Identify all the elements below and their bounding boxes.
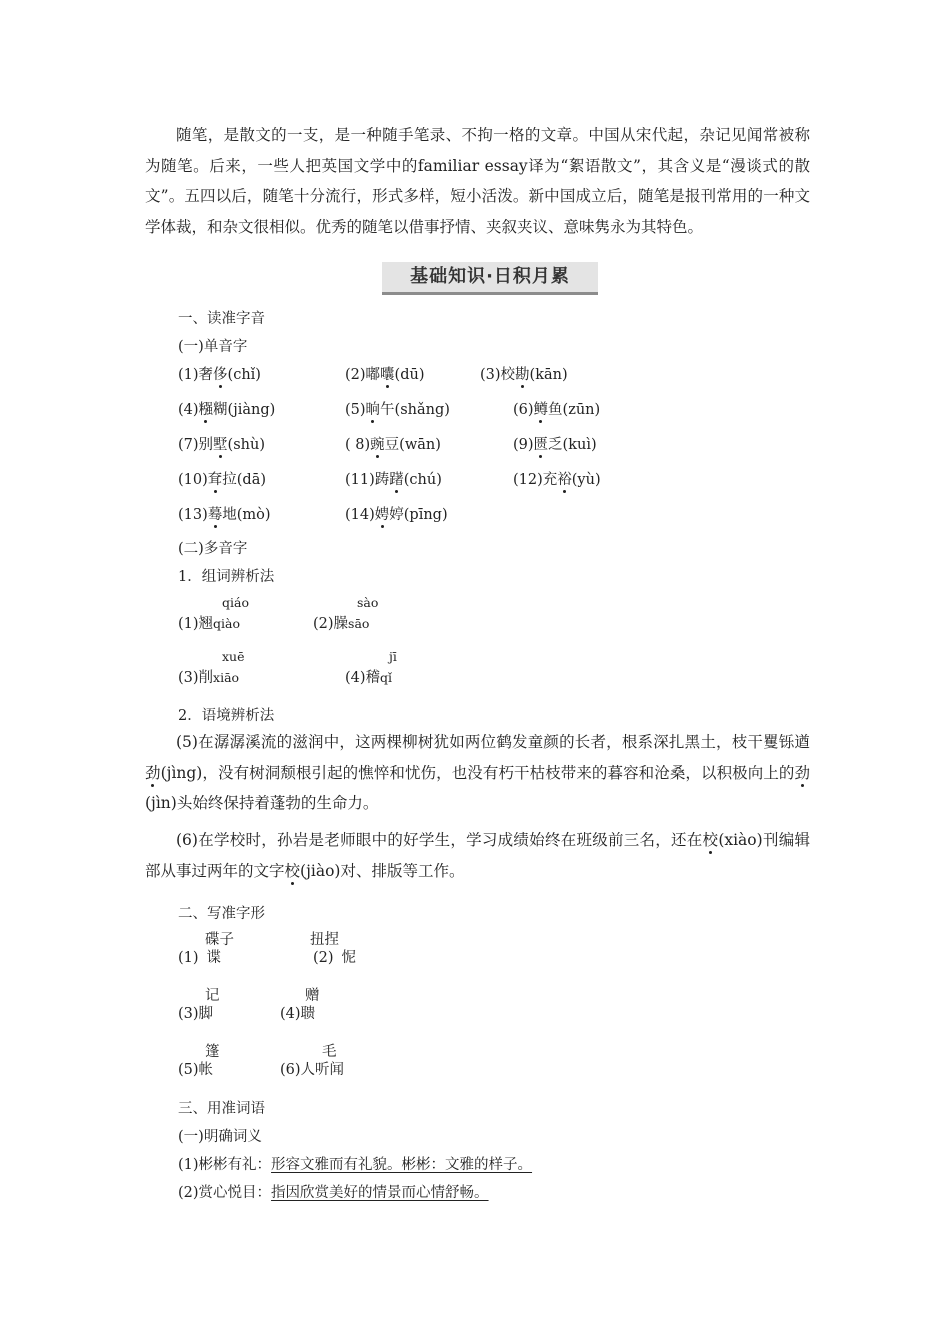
section1-title: 一、读准字音: [178, 311, 265, 327]
dotted-char: 墅: [213, 437, 228, 453]
item-part: 豆: [384, 437, 400, 453]
shape-word-top: 碟子: [205, 932, 234, 948]
multi-sound-line: [178, 666, 239, 687]
item-part: 地: [222, 507, 237, 523]
item-part: 别: [198, 437, 214, 453]
pinyin-top: sào: [357, 595, 379, 610]
item-part: (6): [513, 402, 534, 418]
dotted-char: 匮: [533, 437, 549, 453]
item-part: 午: [380, 402, 395, 418]
shape-line: [178, 1058, 213, 1079]
single-sound-item: [345, 468, 442, 489]
item-part: ( 8): [345, 437, 371, 453]
item-number: (4): [345, 670, 366, 686]
single-sound-item: [178, 503, 271, 524]
section-banner: [382, 262, 598, 295]
single-sound-item: [345, 503, 448, 524]
single-sound-item: [513, 433, 597, 454]
shape-line: [178, 1002, 213, 1023]
item-number: (5): [176, 733, 198, 751]
pinyin-top: jī: [389, 649, 397, 664]
char: 削: [198, 670, 214, 686]
item-part: (chǐ): [227, 367, 261, 383]
item-number: (2): [313, 950, 334, 966]
item-part: 鱼: [548, 402, 563, 418]
dotted-char: 糨: [198, 402, 214, 418]
section2-title: 二、写准字形: [178, 906, 265, 922]
item-part: (pīng): [403, 507, 448, 523]
item-part: (7): [178, 437, 199, 453]
shape-line: [178, 946, 221, 967]
shape-word-top: 记: [205, 988, 220, 1004]
text: (jìn)头始终保持着蓬勃的生命力。: [145, 794, 379, 812]
intro-paragraph: 随笔，是散文的一支，是一种随手笔录、不拘一格的文章。中国从宋代起，杂记见闻常被称为随笔。后来，一些人把英国文学中的familiar essay译为“絮语散文”，其含义是“漫谈式的散文”。五四以后，随笔十分流行，形式多样，短小活泼。新中国成立后，随笔是报刊常用的一种文学体裁，和杂文很相似。优秀的随笔以借事抒情、夹叙夹议、意味隽永为其特色。: [145, 126, 810, 236]
multi-sound-heading: (二)多音字: [178, 541, 248, 557]
shape-line: [313, 946, 356, 967]
item-part: (5): [345, 402, 366, 418]
single-sound-item: [178, 433, 265, 454]
single-sound-item: [178, 398, 275, 419]
dotted-char: 囔: [380, 367, 395, 383]
item-part: (14): [345, 507, 375, 523]
dotted-char: 校: [284, 861, 301, 880]
pinyin-bottom: sāo: [348, 616, 370, 631]
dotted-char: 劲: [145, 763, 161, 782]
item-part: (9): [513, 437, 534, 453]
section3-title: 三、用准词语: [178, 1101, 265, 1117]
dotted-char: 耷: [207, 472, 223, 488]
item-part: 充: [542, 472, 558, 488]
item-part: 踌: [374, 472, 390, 488]
item-number: (6): [280, 1062, 301, 1078]
item-part: (chú): [403, 472, 442, 488]
single-sound-item: [513, 398, 600, 419]
item-number: (3): [178, 1006, 199, 1022]
multi-sound-line: [313, 612, 369, 633]
text: 在潺潺溪流的滋润中，这两棵柳树犹如两位鹤发童颜的长者，根系深扎黑土，枝干: [197, 733, 764, 751]
dotted-char: 蓦: [207, 507, 223, 523]
single-sound-item: [178, 363, 261, 384]
method1-heading: 1．组词辨析法: [178, 569, 275, 585]
text: 刊编辑部从事过两年的文字: [145, 831, 810, 880]
item-part: (shǎng): [394, 402, 450, 418]
item-part: (2): [345, 367, 366, 383]
single-sound-item: [345, 433, 441, 454]
item-part: (jiàng): [227, 402, 276, 418]
single-sound-item: [345, 398, 450, 419]
item-part: (zūn): [562, 402, 601, 418]
char: 稽: [365, 670, 381, 686]
single-sound-item: [345, 363, 424, 384]
dotted-char: 校: [702, 831, 719, 849]
shape-line: [280, 1058, 344, 1079]
item-part: (dū): [394, 367, 425, 383]
shape-line: [280, 1002, 315, 1023]
shape-word-top: 篷: [205, 1044, 220, 1060]
item-part: (1): [178, 367, 199, 383]
item-part: 嘟: [365, 367, 381, 383]
item-part: (shù): [227, 437, 265, 453]
dotted-char: 鳟: [533, 402, 549, 418]
item-part: (yù): [571, 472, 601, 488]
item-part: (4): [178, 402, 199, 418]
text: 矍铄遒: [763, 733, 810, 751]
multi-sound-line: [345, 666, 392, 687]
item-part: 乏: [548, 437, 563, 453]
word-meaning-heading: (一)明确词义: [178, 1129, 262, 1145]
shape-word-bottom: 人听闻: [300, 1062, 345, 1078]
method2-heading: 2．语境辨析法: [178, 708, 275, 724]
pinyin-bottom: qǐ: [380, 670, 393, 685]
dotted-char: 躇: [389, 472, 404, 488]
text: 在学校时，孙岩是老师眼中的好学生，学习成绩始终在班级前三名，还在: [197, 831, 703, 849]
shape-word-top: 扭捏: [310, 932, 339, 948]
item-part: 校: [500, 367, 516, 383]
char: 臊: [333, 616, 349, 632]
banner-title: 基础知识·日积月累: [410, 266, 570, 287]
item-part: (kuì): [562, 437, 597, 453]
pinyin-bottom: xiāo: [213, 670, 240, 685]
definition-1: [178, 1153, 532, 1174]
char: 翘: [198, 616, 214, 632]
item-part: (12): [513, 472, 543, 488]
shape-word-top: 毛: [322, 1044, 337, 1060]
item-number: (1): [178, 616, 199, 632]
dotted-char: 晌: [365, 402, 381, 418]
item-part: (3): [480, 367, 501, 383]
item-number: (5): [178, 1062, 199, 1078]
def-text: 指因欣赏美好的情景而心情舒畅。: [271, 1185, 489, 1201]
shape-word-bottom: 脚: [198, 1006, 214, 1022]
pinyin-top: xuē: [222, 649, 245, 664]
single-sound-heading: (一)单音字: [178, 339, 248, 355]
item-part: (dā): [236, 472, 267, 488]
item-number: (1): [178, 950, 199, 966]
item-part: 婷: [389, 507, 404, 523]
shape-word-top: 赠: [305, 988, 320, 1004]
def-term: (1)彬彬有礼：: [178, 1157, 272, 1173]
text: 以积极向上的: [701, 763, 795, 782]
item-part: 糊: [213, 402, 228, 418]
item-part: (wān): [399, 437, 441, 453]
pinyin-top: qiáo: [222, 595, 249, 610]
single-sound-item: [513, 468, 601, 489]
dotted-char: 裕: [557, 472, 572, 488]
item-part: (10): [178, 472, 208, 488]
item-part: (kān): [529, 367, 568, 383]
multi-sound-line: [178, 612, 240, 633]
item-number: (2): [313, 616, 334, 632]
text: (jìng)，没有树洞颓根引起的憔悴和忧伤，也没有朽干枯枝带来的暮容和沧桑，: [160, 763, 701, 782]
item-part: 奢: [198, 367, 214, 383]
dotted-char: 侈: [213, 367, 228, 383]
dotted-char: 劲: [794, 763, 810, 782]
shape-word-bottom: 聩: [300, 1006, 316, 1022]
definition-2: [178, 1181, 489, 1202]
item-part: (mò): [236, 507, 271, 523]
text: (xiào): [718, 831, 763, 849]
item-part: 拉: [222, 472, 237, 488]
text: (jiào)对、排版等工作。: [300, 861, 465, 880]
dotted-char: 勘: [515, 367, 530, 383]
dotted-char: 豌: [370, 437, 385, 453]
context-sentence-6: [145, 825, 810, 886]
shape-word-bottom: 谍: [206, 950, 222, 966]
single-sound-item: [178, 468, 266, 489]
context-sentence-5: [145, 727, 810, 819]
def-text: 形容文雅而有礼貌。彬彬：文雅的样子。: [271, 1157, 533, 1173]
single-sound-item: [480, 363, 568, 384]
item-number: (4): [280, 1006, 301, 1022]
item-part: (13): [178, 507, 208, 523]
def-term: (2)赏心悦目：: [178, 1185, 272, 1201]
dotted-char: 娉: [374, 507, 390, 523]
shape-word-bottom: 帐: [198, 1062, 214, 1078]
item-number: (6): [176, 831, 198, 849]
item-number: (3): [178, 670, 199, 686]
item-part: (11): [345, 472, 375, 488]
shape-word-bottom: 怩: [341, 950, 357, 966]
pinyin-bottom: qiào: [213, 616, 241, 631]
